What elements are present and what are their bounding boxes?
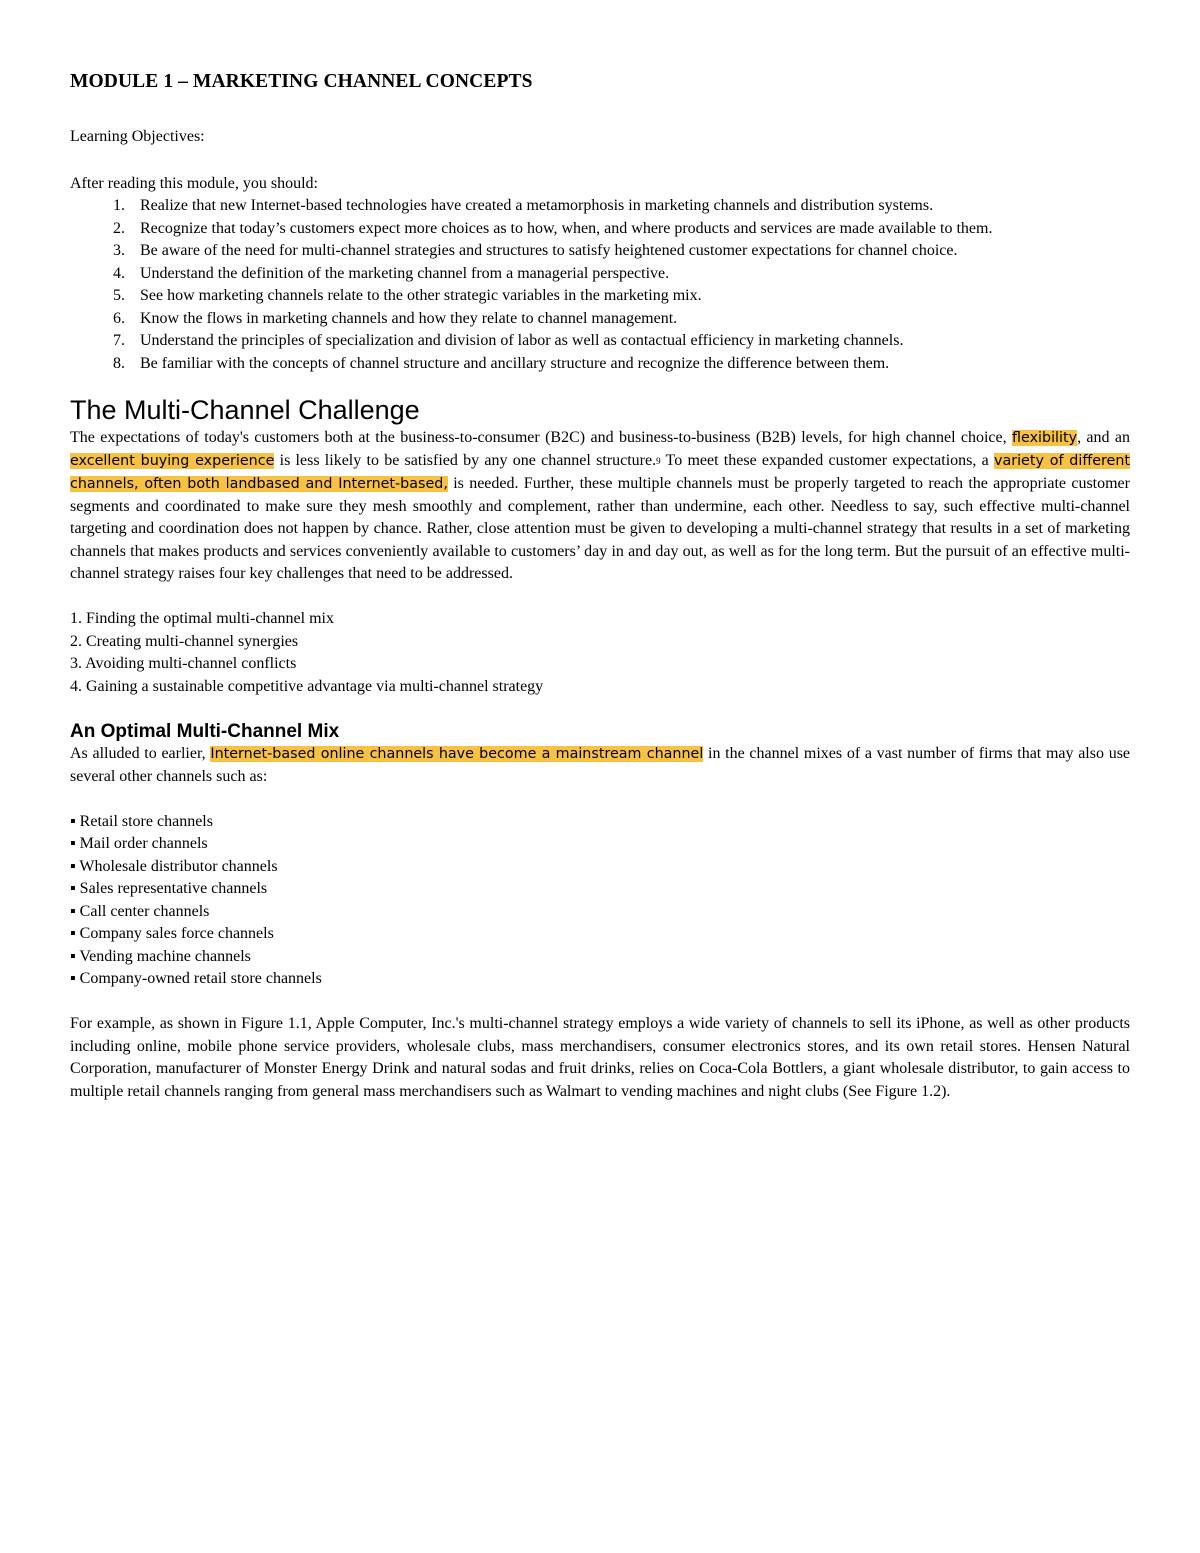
text-segment: in the channel mixes of a vast number of firms that may also use several other channels such as:: [70, 745, 1131, 785]
objective-item: [70, 263, 1130, 286]
text-segment: is needed. Further, these multiple channels must be properly targeted to reach the appropriate customer segments and coordinated to make sure they mesh smoothly and complement, rather than undermine, each other. Needless to say, such effective multi-channel targeting and coordination does not happen by chance. Rather, close attention must be given to developing a multi-channel strategy that results in a set of marketing channels that makes products and services conveniently available to customers’ day in and day out, as well as for the long term. But the pursuit of an effective multi-channel strategy raises four key challenges that need to be addressed.: [70, 475, 1130, 582]
objective-item: [70, 218, 1130, 241]
objective-item: [70, 285, 1130, 308]
objective-item: [70, 353, 1130, 376]
objective-number: 2.: [113, 219, 125, 237]
objective-item: [70, 195, 1130, 218]
objective-number: 7.: [113, 332, 125, 349]
spacer: [70, 586, 1130, 609]
objective-number: 3.: [113, 242, 125, 259]
channel-item: ▪ Sales representative channels: [70, 880, 268, 897]
channel-item: ▪ Company-owned retail store channels: [70, 970, 322, 987]
objective-text: Recognize that today’s customers expect more choices as to how, when, and where products and services are made available to them.: [140, 219, 993, 237]
channel-item: ▪ Mail order channels: [70, 835, 208, 852]
learning-objectives-label: Learning Objectives:: [70, 128, 205, 145]
objective-text: See how marketing channels relate to the other strategic variables in the marketing mix.: [140, 287, 702, 304]
challenges-list: [70, 608, 1130, 698]
challenge-item: 3. Avoiding multi-channel conflicts: [70, 655, 297, 672]
text-segment: , and an: [1077, 429, 1131, 446]
spacer: [70, 991, 1130, 1014]
text-segment: is less likely to be satisfied by any one channel structure.: [274, 451, 657, 469]
challenge-item: 1. Finding the optimal multi-channel mix: [70, 610, 334, 627]
optimal-mix-paragraph: [70, 743, 1130, 788]
challenge-item: 2. Creating multi-channel synergies: [70, 632, 299, 650]
text-segment: As alluded to earlier,: [70, 745, 211, 762]
text-segment: The expectations of today's customers both at the business-to-consumer (B2C) and business-to-business (B2B) levels, for high channel choice,: [70, 429, 1013, 446]
spacer: [70, 788, 1130, 811]
objective-text: Be familiar with the concepts of channel structure and ancillary structure and recognize the difference between them.: [140, 354, 890, 372]
objective-item: [70, 240, 1130, 263]
channel-item: ▪ Company sales force channels: [70, 925, 274, 942]
channel-item: ▪ Call center channels: [70, 902, 210, 920]
challenge-paragraph: [70, 427, 1130, 586]
footnote-marker: 9: [656, 455, 661, 466]
objective-item: [70, 308, 1130, 331]
objective-text: Understand the definition of the marketing channel from a managerial perspective.: [140, 264, 670, 282]
objective-text: Be aware of the need for multi-channel strategies and structures to satisfy heightened customer expectations for channel choice.: [140, 242, 958, 259]
section-title-multi-channel-challenge: The Multi-Channel Challenge: [70, 395, 420, 425]
channel-item: ▪ Vending machine channels: [70, 947, 251, 965]
text-segment: To meet these expanded customer expectations, a: [660, 451, 994, 469]
challenge-item: 4. Gaining a sustainable competitive advantage via multi-channel strategy: [70, 677, 544, 695]
highlight-flexibility: flexibility: [1012, 430, 1078, 446]
highlight-buying-experience: excellent buying experience: [70, 452, 275, 469]
objectives-list: [70, 195, 1130, 375]
objective-number: 1.: [113, 197, 125, 214]
objective-number: 4.: [113, 264, 125, 282]
channel-item: ▪ Retail store channels: [70, 812, 213, 830]
highlight-variety-of-channels: variety of different channels, often both landbased and Internet-based,: [70, 452, 1131, 492]
document-page: [70, 70, 1130, 1103]
example-paragraph: For example, as shown in Figure 1.1, Apple Computer, Inc.'s multi-channel strategy employs a wide variety of channels to sell its iPhone, as well as other products including online, mobile phone service providers, wholesale clubs, mass merchandisers, consumer electronics stores, and its own retail stores. Hensen Natural Corporation, manufacturer of Monster Energy Drink and natural sodas and fruit drinks, relies on Coca-Cola Bottlers, a giant wholesale distributor, to gain access to multiple retail channels ranging from general mass merchandisers such as Walmart to vending machines and night clubs (See Figure 1.2).: [70, 1015, 1130, 1100]
objective-number: 6.: [113, 309, 125, 327]
objective-text: Realize that new Internet-based technologies have created a metamorphosis in marketing channels and distribution systems.: [140, 197, 934, 214]
module-title: MODULE 1 – MARKETING CHANNEL CONCEPTS: [70, 71, 533, 92]
objective-number: 5.: [113, 287, 125, 304]
channel-item: ▪ Wholesale distributor channels: [70, 857, 278, 875]
channels-list: [70, 811, 1130, 991]
objectives-intro: After reading this module, you should:: [70, 174, 318, 192]
objective-text: Know the flows in marketing channels and how they relate to channel management.: [140, 309, 678, 327]
objective-item: [70, 330, 1130, 353]
section-title-optimal-mix: An Optimal Multi-Channel Mix: [70, 721, 340, 742]
highlight-online-mainstream: Internet-based online channels have become a mainstream channel: [210, 746, 704, 762]
objective-text: Understand the principles of specialization and division of labor as well as contactual efficiency in marketing channels.: [140, 332, 904, 349]
objective-number: 8.: [113, 354, 125, 372]
